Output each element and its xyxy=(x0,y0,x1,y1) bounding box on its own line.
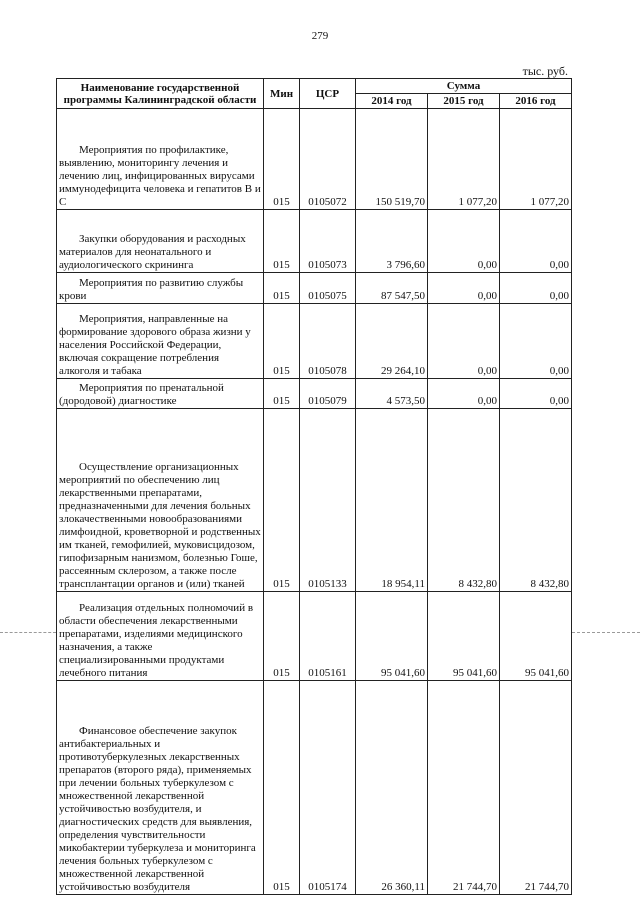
table-row xyxy=(57,109,572,210)
table-row xyxy=(57,681,572,895)
row-min: 015 xyxy=(264,304,300,379)
row-name: Финансовое обеспечение закупок антибактериальных и противотуберкулезных лекарственных препаратов (второго ряда), применяемых при лечении больных туберкулезом с множественной лекарственной устойчивостью возбудителя, и диагностических средств для выявления, определения чувствительности микобактерии туберкулеза и мониторинга лечения больных туберкулезом с множественной лекарственной устойчивостью возбудителя xyxy=(57,681,264,895)
row-2016: 8 432,80 xyxy=(500,409,572,592)
row-2016: 1 077,20 xyxy=(500,109,572,210)
header-year-2014: 2014 год xyxy=(356,94,428,109)
unit-note: тыс. руб. xyxy=(522,64,568,78)
table-row xyxy=(57,409,572,592)
row-2014: 3 796,60 xyxy=(356,210,428,273)
header-name: Наименование государственной программы Калининградской области xyxy=(57,79,264,109)
row-2015: 95 041,60 xyxy=(428,592,500,681)
row-min: 015 xyxy=(264,109,300,210)
table-row xyxy=(57,592,572,681)
row-2015: 1 077,20 xyxy=(428,109,500,210)
row-name: Осуществление организационных мероприятий по обеспечению лиц лекарственными препаратами, предназначенными для лечения больных злокачественными новообразованиями лимфоидной, кроветворной и родственных им тканей, гемофилией, муковисцидозом, гипофизарным нанизмом, болезнью Гоше, рассеянным склерозом, а также после трансплантации органов и (или) тканей xyxy=(57,409,264,592)
row-csr: 0105078 xyxy=(300,304,356,379)
row-name: Мероприятия по развитию службы крови xyxy=(57,273,264,304)
header-sum: Сумма xyxy=(356,79,572,94)
row-csr: 0105079 xyxy=(300,379,356,409)
budget-table xyxy=(56,78,572,895)
row-name: Реализация отдельных полномочий в области обеспечения лекарственными препаратами, изделиями медицинского назначения, а также специализированными продуктами лечебного питания xyxy=(57,592,264,681)
row-2014: 4 573,50 xyxy=(356,379,428,409)
table-row xyxy=(57,273,572,304)
row-2016: 21 744,70 xyxy=(500,681,572,895)
page-number: 279 xyxy=(311,30,329,42)
row-2016: 0,00 xyxy=(500,304,572,379)
table-header-row xyxy=(57,79,572,94)
header-csr: ЦСР xyxy=(300,79,356,109)
row-min: 015 xyxy=(264,210,300,273)
row-2015: 21 744,70 xyxy=(428,681,500,895)
row-2014: 95 041,60 xyxy=(356,592,428,681)
row-min: 015 xyxy=(264,681,300,895)
row-2016: 95 041,60 xyxy=(500,592,572,681)
header-year-2016: 2016 год xyxy=(500,94,572,109)
row-2015: 0,00 xyxy=(428,273,500,304)
row-2014: 18 954,11 xyxy=(356,409,428,592)
row-csr: 0105075 xyxy=(300,273,356,304)
row-csr: 0105133 xyxy=(300,409,356,592)
header-min: Мин xyxy=(264,79,300,109)
table-row xyxy=(57,304,572,379)
row-2014: 150 519,70 xyxy=(356,109,428,210)
row-min: 015 xyxy=(264,379,300,409)
row-min: 015 xyxy=(264,409,300,592)
table-row xyxy=(57,379,572,409)
row-2014: 26 360,11 xyxy=(356,681,428,895)
row-2015: 0,00 xyxy=(428,210,500,273)
row-min: 015 xyxy=(264,592,300,681)
row-2015: 0,00 xyxy=(428,304,500,379)
row-2015: 8 432,80 xyxy=(428,409,500,592)
row-2016: 0,00 xyxy=(500,210,572,273)
row-2016: 0,00 xyxy=(500,273,572,304)
row-csr: 0105174 xyxy=(300,681,356,895)
header-year-2015: 2015 год xyxy=(428,94,500,109)
row-2014: 29 264,10 xyxy=(356,304,428,379)
row-csr: 0105161 xyxy=(300,592,356,681)
row-2014: 87 547,50 xyxy=(356,273,428,304)
row-2015: 0,00 xyxy=(428,379,500,409)
row-min: 015 xyxy=(264,273,300,304)
scan-fold-line xyxy=(0,632,56,633)
row-name: Закупки оборудования и расходных материалов для неонатального и аудиологического скрининга xyxy=(57,210,264,273)
row-name: Мероприятия по пренатальной (дородовой) диагностике xyxy=(57,379,264,409)
scan-fold-line xyxy=(572,632,640,633)
table-row xyxy=(57,210,572,273)
row-2016: 0,00 xyxy=(500,379,572,409)
row-name: Мероприятия, направленные на формирование здорового образа жизни у населения Российской Федерации, включая сокращение потребления алкоголя и табака xyxy=(57,304,264,379)
row-name: Мероприятия по профилактике, выявлению, мониторингу лечения и лечению лиц, инфицированных вирусами иммунодефицита человека и гепатитов В и С xyxy=(57,109,264,210)
row-csr: 0105072 xyxy=(300,109,356,210)
row-csr: 0105073 xyxy=(300,210,356,273)
